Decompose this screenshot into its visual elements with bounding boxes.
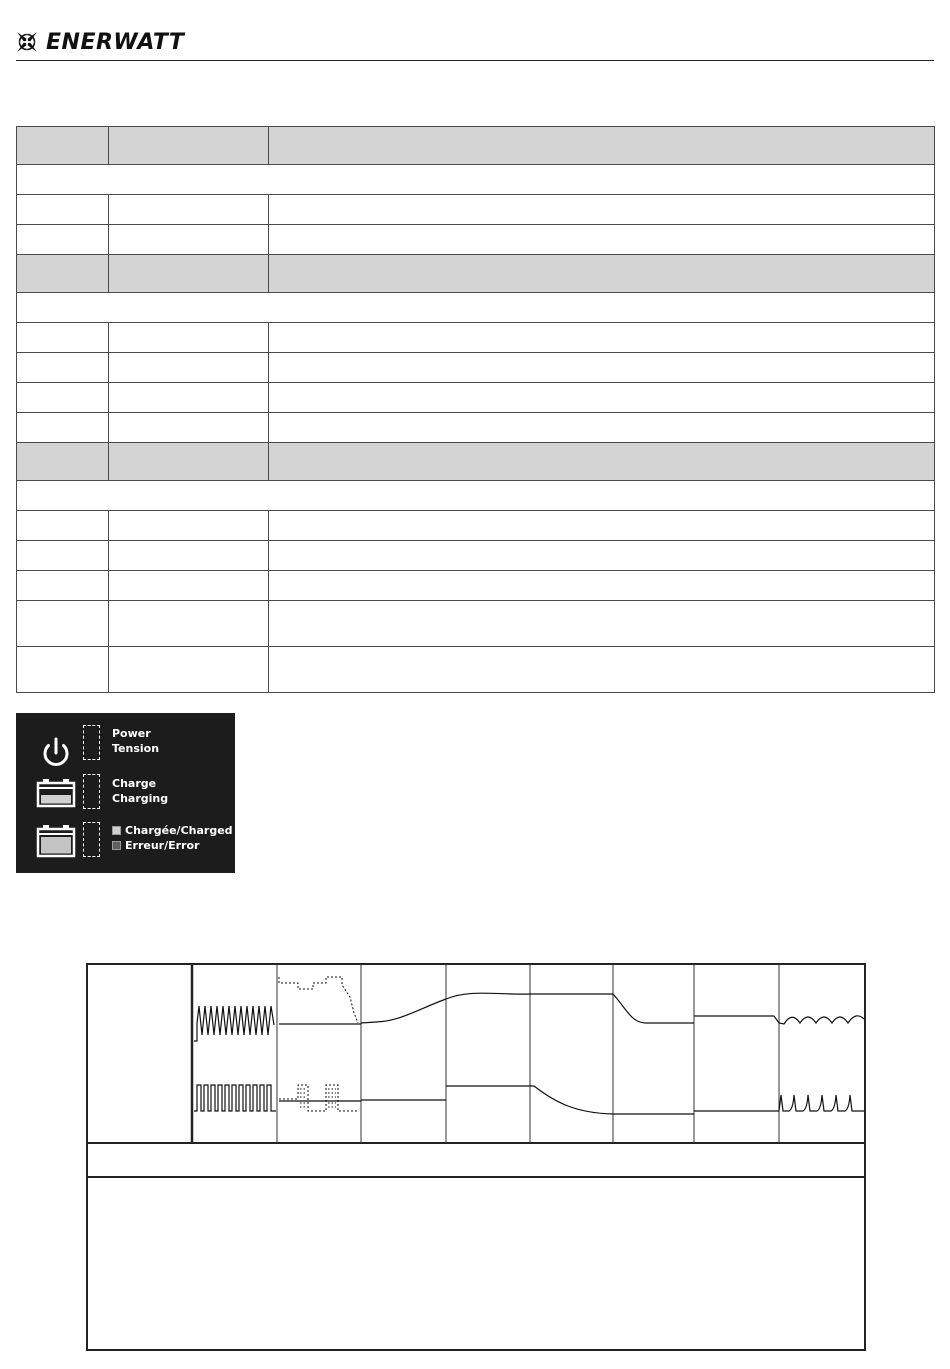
table-cell bbox=[109, 541, 269, 571]
table-section-header bbox=[17, 127, 935, 165]
brand-name: ENERWATT bbox=[46, 29, 185, 55]
table-cell bbox=[109, 127, 269, 165]
spec-table bbox=[16, 126, 935, 693]
table-cell bbox=[17, 571, 109, 601]
voltage-curve-stage-2-dotted bbox=[279, 977, 358, 1023]
power-led bbox=[83, 725, 100, 760]
table-cell bbox=[17, 511, 109, 541]
page-header bbox=[0, 0, 950, 64]
indicator-status bbox=[16, 825, 235, 865]
table-cell bbox=[109, 353, 269, 383]
power-icon bbox=[36, 734, 76, 774]
table-cell bbox=[17, 195, 109, 225]
table-cell bbox=[269, 601, 935, 647]
table-cell bbox=[269, 225, 935, 255]
table-row bbox=[17, 601, 935, 647]
current-curve-stage-5 bbox=[530, 1086, 613, 1114]
current-curve-stage-1 bbox=[194, 1085, 276, 1111]
table-cell bbox=[269, 195, 935, 225]
table-row bbox=[17, 323, 935, 353]
table-cell bbox=[17, 541, 109, 571]
current-dots-stage-2 bbox=[300, 1089, 336, 1107]
table-row bbox=[17, 195, 935, 225]
table-cell bbox=[17, 481, 935, 511]
table-section-header bbox=[17, 255, 935, 293]
table-cell bbox=[109, 195, 269, 225]
table-cell bbox=[17, 383, 109, 413]
table-cell bbox=[17, 225, 109, 255]
power-label: Power Tension bbox=[112, 727, 160, 755]
error-swatch bbox=[112, 841, 121, 850]
table-cell bbox=[109, 323, 269, 353]
table-cell bbox=[269, 571, 935, 601]
table-cell bbox=[17, 255, 109, 293]
status-led bbox=[83, 822, 100, 857]
compass-star-icon bbox=[12, 27, 42, 57]
table-row bbox=[17, 571, 935, 601]
table-cell bbox=[109, 225, 269, 255]
table-cell bbox=[269, 413, 935, 443]
charging-curve-svg bbox=[86, 963, 866, 1351]
voltage-curve-stage-1 bbox=[194, 1006, 274, 1041]
battery-charging-icon bbox=[36, 777, 76, 817]
table-cell bbox=[109, 443, 269, 481]
table-cell bbox=[17, 443, 109, 481]
header-divider bbox=[16, 60, 934, 61]
table-cell bbox=[17, 647, 109, 693]
table-cell bbox=[109, 383, 269, 413]
table-cell bbox=[17, 353, 109, 383]
table-cell bbox=[109, 601, 269, 647]
table-section-header bbox=[17, 443, 935, 481]
indicator-power bbox=[16, 727, 235, 774]
table-row bbox=[17, 511, 935, 541]
table-cell bbox=[269, 541, 935, 571]
table-cell bbox=[17, 601, 109, 647]
table-cell bbox=[109, 647, 269, 693]
charged-label: Chargée/Charged bbox=[125, 824, 233, 837]
table-cell bbox=[269, 255, 935, 293]
table-cell bbox=[109, 255, 269, 293]
table-cell bbox=[17, 293, 935, 323]
table-span-row bbox=[17, 165, 935, 195]
table-cell bbox=[17, 127, 109, 165]
voltage-curve-stage-8 bbox=[774, 1016, 864, 1024]
indicator-charging bbox=[16, 777, 235, 817]
table-cell bbox=[269, 647, 935, 693]
table-cell bbox=[17, 413, 109, 443]
table-row bbox=[17, 383, 935, 413]
table-row bbox=[17, 647, 935, 693]
current-curve-stage-8 bbox=[779, 1095, 864, 1111]
battery-full-icon bbox=[36, 825, 76, 865]
table-span-row bbox=[17, 293, 935, 323]
current-curve-stage-2-dotted bbox=[279, 1085, 358, 1111]
charging-curve-diagram bbox=[86, 963, 866, 1351]
table-cell bbox=[269, 323, 935, 353]
voltage-curve-stage-6 bbox=[613, 994, 694, 1023]
brand-logo bbox=[12, 26, 184, 58]
charging-led bbox=[83, 774, 100, 809]
table-row bbox=[17, 541, 935, 571]
charged-swatch bbox=[112, 826, 121, 835]
table-row bbox=[17, 353, 935, 383]
table-row bbox=[17, 225, 935, 255]
table-cell bbox=[109, 511, 269, 541]
error-label: Erreur/Error bbox=[125, 839, 200, 852]
led-indicator-panel bbox=[16, 713, 235, 873]
table-cell bbox=[17, 165, 935, 195]
table-span-row bbox=[17, 481, 935, 511]
table-cell bbox=[269, 511, 935, 541]
voltage-curve-stage-4 bbox=[446, 993, 530, 999]
table-cell bbox=[269, 383, 935, 413]
table-cell bbox=[269, 127, 935, 165]
table-row bbox=[17, 413, 935, 443]
table-cell bbox=[109, 571, 269, 601]
table-cell bbox=[269, 353, 935, 383]
table-cell bbox=[269, 443, 935, 481]
table-cell bbox=[109, 413, 269, 443]
status-label bbox=[112, 823, 233, 853]
voltage-curve-stage-3 bbox=[361, 999, 446, 1023]
table-cell bbox=[17, 323, 109, 353]
charging-label: Charge Charging bbox=[112, 777, 169, 805]
